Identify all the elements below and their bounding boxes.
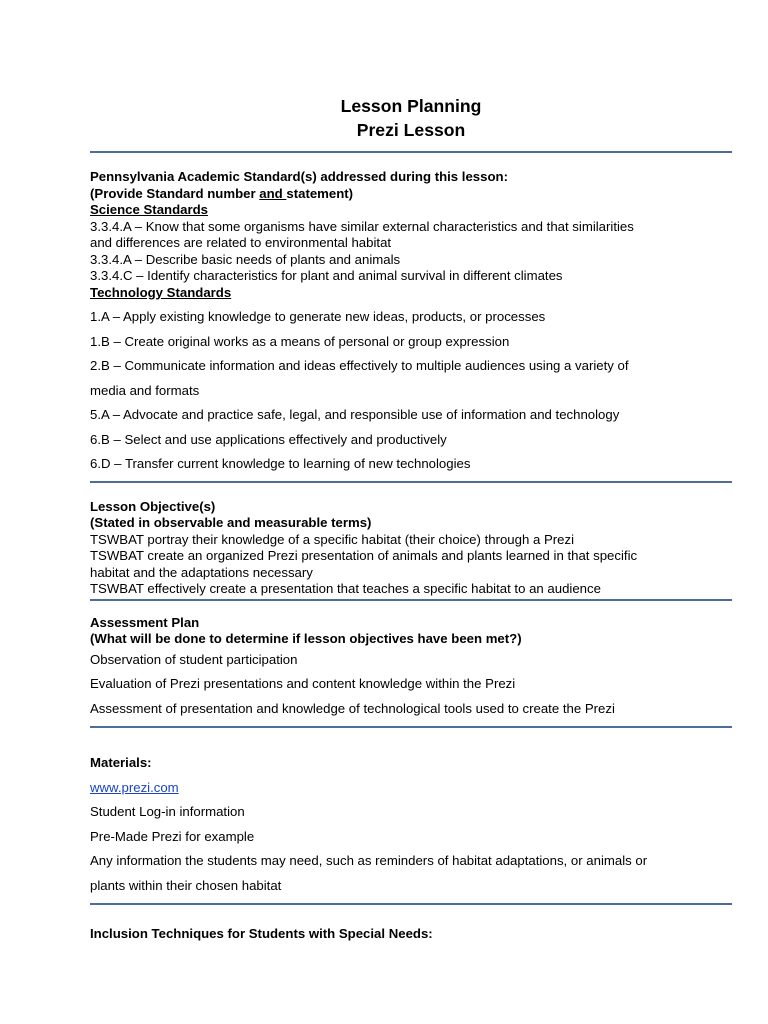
objective-item: habitat and the adaptations necessary (90, 564, 313, 580)
objective-item: TSWBAT portray their knowledge of a specific habitat (their choice) through a Prezi (90, 531, 575, 547)
standards-subheading: (Provide Standard number and statement) (90, 185, 354, 201)
prezi-link[interactable]: www.prezi.com (90, 779, 179, 795)
science-standard: 3.3.4.A – Describe basic needs of plants and animals (90, 251, 401, 267)
objectives-section (90, 499, 732, 598)
divider (90, 726, 732, 728)
technology-standard: 2.B – Communicate information and ideas effectively to multiple audiences using a variety of (90, 358, 629, 373)
science-standards-heading: Science Standards (90, 202, 209, 217)
divider (90, 151, 732, 153)
materials-item: Pre-Made Prezi for example (90, 828, 255, 844)
divider (90, 599, 732, 601)
technology-standard: 1.A – Apply existing knowledge to generate new ideas, products, or processes (90, 309, 546, 324)
science-standard: 3.3.4.C – Identify characteristics for plant and animal survival in different climates (90, 268, 563, 283)
assessment-subheading: (What will be done to determine if lesson objectives have been met?) (90, 631, 522, 646)
technology-standard: 6.B – Select and use applications effectively and productively (90, 431, 447, 447)
doc-title (90, 94, 732, 142)
objective-item: TSWBAT effectively create a presentation that teaches a specific habitat to an audience (90, 581, 601, 596)
technology-standards-heading: Technology Standards (90, 284, 232, 300)
technology-standard: 1.B – Create original works as a means of personal or group expression (90, 333, 510, 349)
document-page (90, 94, 732, 943)
technology-standard: 6.D – Transfer current knowledge to learning of new technologies (90, 456, 471, 471)
objectives-subheading: (Stated in observable and measurable terms) (90, 515, 372, 530)
divider (90, 903, 732, 905)
divider (90, 481, 732, 483)
science-standard: and differences are related to environmental habitat (90, 235, 392, 250)
materials-section (90, 751, 732, 898)
assessment-section (90, 615, 732, 722)
title-line-1: Lesson Planning (340, 96, 482, 116)
objectives-heading: Lesson Objective(s) (90, 498, 216, 514)
inclusion-heading: Inclusion Techniques for Students with Special Needs: (90, 926, 433, 941)
standards-heading: Pennsylvania Academic Standard(s) addressed during this lesson: (90, 169, 508, 184)
assessment-item: Evaluation of Prezi presentations and content knowledge within the Prezi (90, 676, 516, 691)
materials-item: Any information the students may need, such as reminders of habitat adaptations, or animals or (90, 853, 648, 868)
assessment-item: Observation of student participation (90, 651, 298, 667)
materials-heading: Materials: (90, 755, 152, 770)
technology-standard: media and formats (90, 382, 200, 398)
materials-item: Student Log-in information (90, 804, 245, 819)
inclusion-section (90, 926, 732, 943)
standards-section (90, 169, 732, 477)
technology-standard: 5.A – Advocate and practice safe, legal, and responsible use of information and technology (90, 407, 620, 422)
materials-item: plants within their chosen habitat (90, 877, 282, 893)
objective-item: TSWBAT create an organized Prezi presentation of animals and plants learned in that specific (90, 548, 638, 563)
title-line-2: Prezi Lesson (356, 120, 466, 140)
assessment-item: Assessment of presentation and knowledge of technological tools used to create the Prezi (90, 700, 615, 716)
science-standard: 3.3.4.A – Know that some organisms have similar external characteristics and that similarities (90, 218, 634, 234)
assessment-heading: Assessment Plan (90, 614, 200, 630)
